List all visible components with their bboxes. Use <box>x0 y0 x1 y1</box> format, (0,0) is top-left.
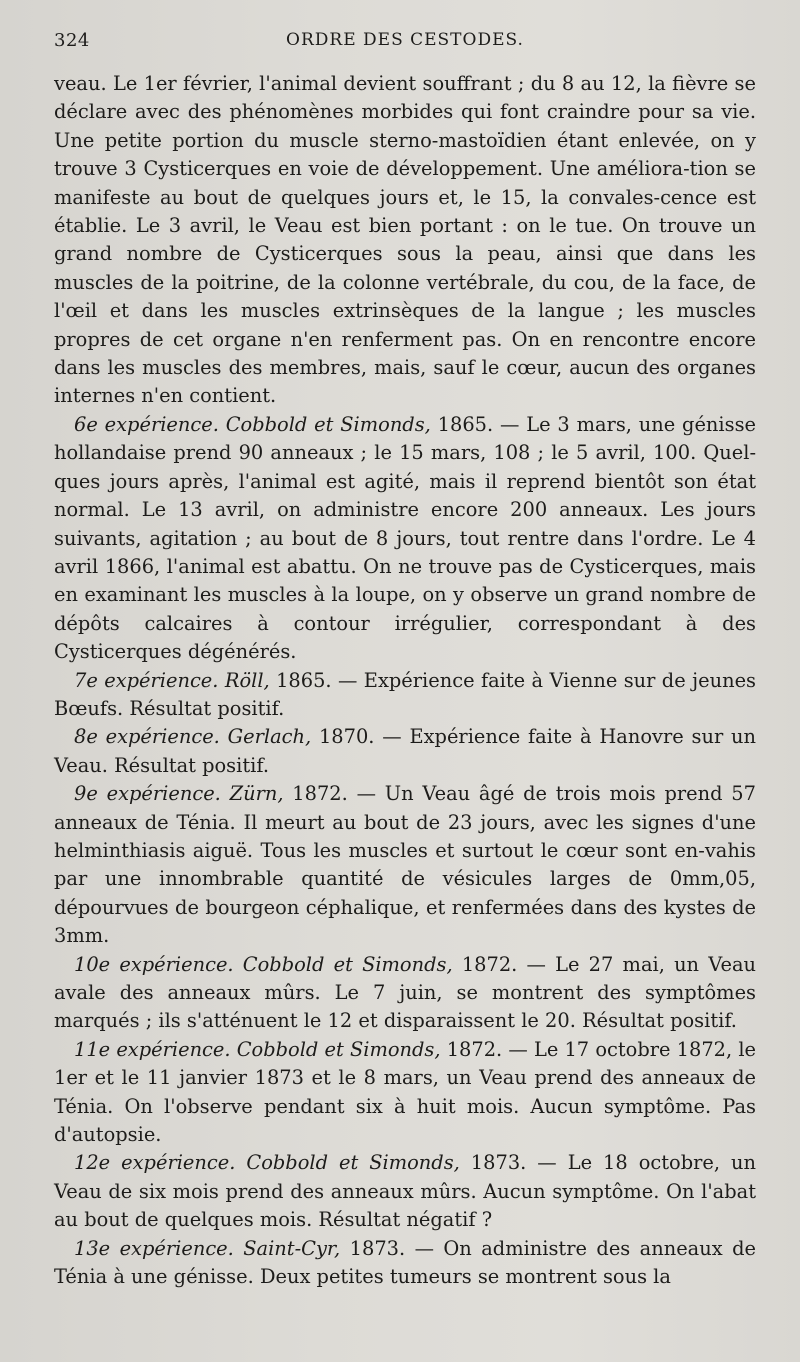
paragraph-lead: 6e expérience. Cobbold et Simonds, <box>74 412 431 436</box>
paragraph-lead: 7e expérience. Röll, <box>74 668 270 692</box>
paragraph <box>54 780 756 950</box>
paragraph-text: 1870. — Expérience faite à Hanovre sur un Veau. Résultat positif. <box>54 725 756 777</box>
paragraph-lead: 12e expérience. Cobbold et Simonds, <box>74 1151 460 1175</box>
paragraph <box>54 70 756 411</box>
page-header <box>54 30 756 62</box>
paragraph-text: veau. Le 1er février, l'animal devient souffrant ; du 8 au 12, la fièvre se déclare avec des phénomènes morbides qui font craindre pour sa vie. Une petite portion du muscle sterno-mastoïdien étant enlevée, on y trouve 3 Cysticerques en voie de développement. Une améliora-tion se manifeste au bout de quelques jours et, le 15, la convales-cence est établie. Le 3 avril, le Veau est bien portant : on le tue. On trouve un grand nombre de Cysticerques sous la peau, ainsi que dans les muscles de la poitrine, de la colonne vertébrale, du cou, de la face, de l'œil et dans les muscles extrinsèques de la langue ; les muscles propres de cet organe n'en renferment pas. On en rencontre encore dans les muscles des membres, mais, sauf le cœur, aucun des organes internes n'en contient. <box>54 72 756 408</box>
running-head: ORDRE DES CESTODES. <box>286 30 524 50</box>
paragraph-text: 1872. — Le 17 octobre 1872, le 1er et le 11 janvier 1873 et le 8 mars, un Veau prend des anneaux de Ténia. On l'observe pendant six à huit mois. Aucun symptôme. Pas d'autopsie. <box>54 1037 757 1147</box>
paragraph-lead: 8e expérience. Gerlach, <box>74 725 312 749</box>
paragraph-text: 1865. — Le 3 mars, une génisse hollandaise prend 90 anneaux ; le 15 mars, 108 ; le 5 avril, 100. Quel-ques jours après, l'animal est agité, mais il reprend bientôt son état normal. Le 13 avril, on administre encore 200 anneaux. Les jours suivants, agitation ; au bout de 8 jours, tout rentre dans l'ordre. Le 4 avril 1866, l'animal est abattu. On ne trouve pas de Cysticerques, mais en examinant les muscles à la loupe, on y observe un grand nombre de dépôts calcaires à contour irrégulier, correspondant à des Cysticerques dégénérés. <box>54 412 757 664</box>
paragraph-text: 1872. — Un Veau âgé de trois mois prend 57 anneaux de Ténia. Il meurt au bout de 23 jours, avec les signes d'une helminthiasis aiguë. Tous les muscles et surtout le cœur sont en-vahis par une innombrable quantité de vésicules larges de 0mm,05, dépourvues de bourgeon céphalique, et renfermées dans des kystes de 3mm. <box>54 782 756 948</box>
body-text <box>54 70 756 1291</box>
paragraph-text: 1873. — On administre des anneaux de Ténia à une génisse. Deux petites tumeurs se montrent sous la <box>54 1236 756 1289</box>
paragraph-text: 1865. — Expérience faite à Vienne sur de jeunes Bœufs. Résultat positif. <box>54 668 756 720</box>
paragraph-lead: 11e expérience. Cobbold et Simonds, <box>74 1037 441 1061</box>
paragraph <box>54 1036 756 1150</box>
paragraph <box>54 723 756 780</box>
paragraph <box>54 951 756 1036</box>
paragraph-lead: 13e expérience. Saint-Cyr, <box>74 1236 341 1260</box>
page-number: 324 <box>54 30 90 51</box>
paragraph <box>54 411 756 667</box>
paragraph-text: 1872. — Le 27 mai, un Veau avale des anneaux mûrs. Le 7 juin, se montrent des symptômes marqués ; ils s'atténuent le 12 et disparaissent le 20. Résultat positif. <box>54 952 756 1033</box>
paragraph-lead: 9e expérience. Zürn, <box>74 782 284 806</box>
paragraph-lead: 10e expérience. Cobbold et Simonds, <box>74 952 453 976</box>
paragraph <box>54 1149 756 1234</box>
paragraph <box>54 667 756 724</box>
paragraph-text: 1873. — Le 18 octobre, un Veau de six mois prend des anneaux mûrs. Aucun symptôme. On l'abat au bout de quelques mois. Résultat négatif ? <box>54 1151 756 1232</box>
paragraph <box>54 1235 756 1292</box>
